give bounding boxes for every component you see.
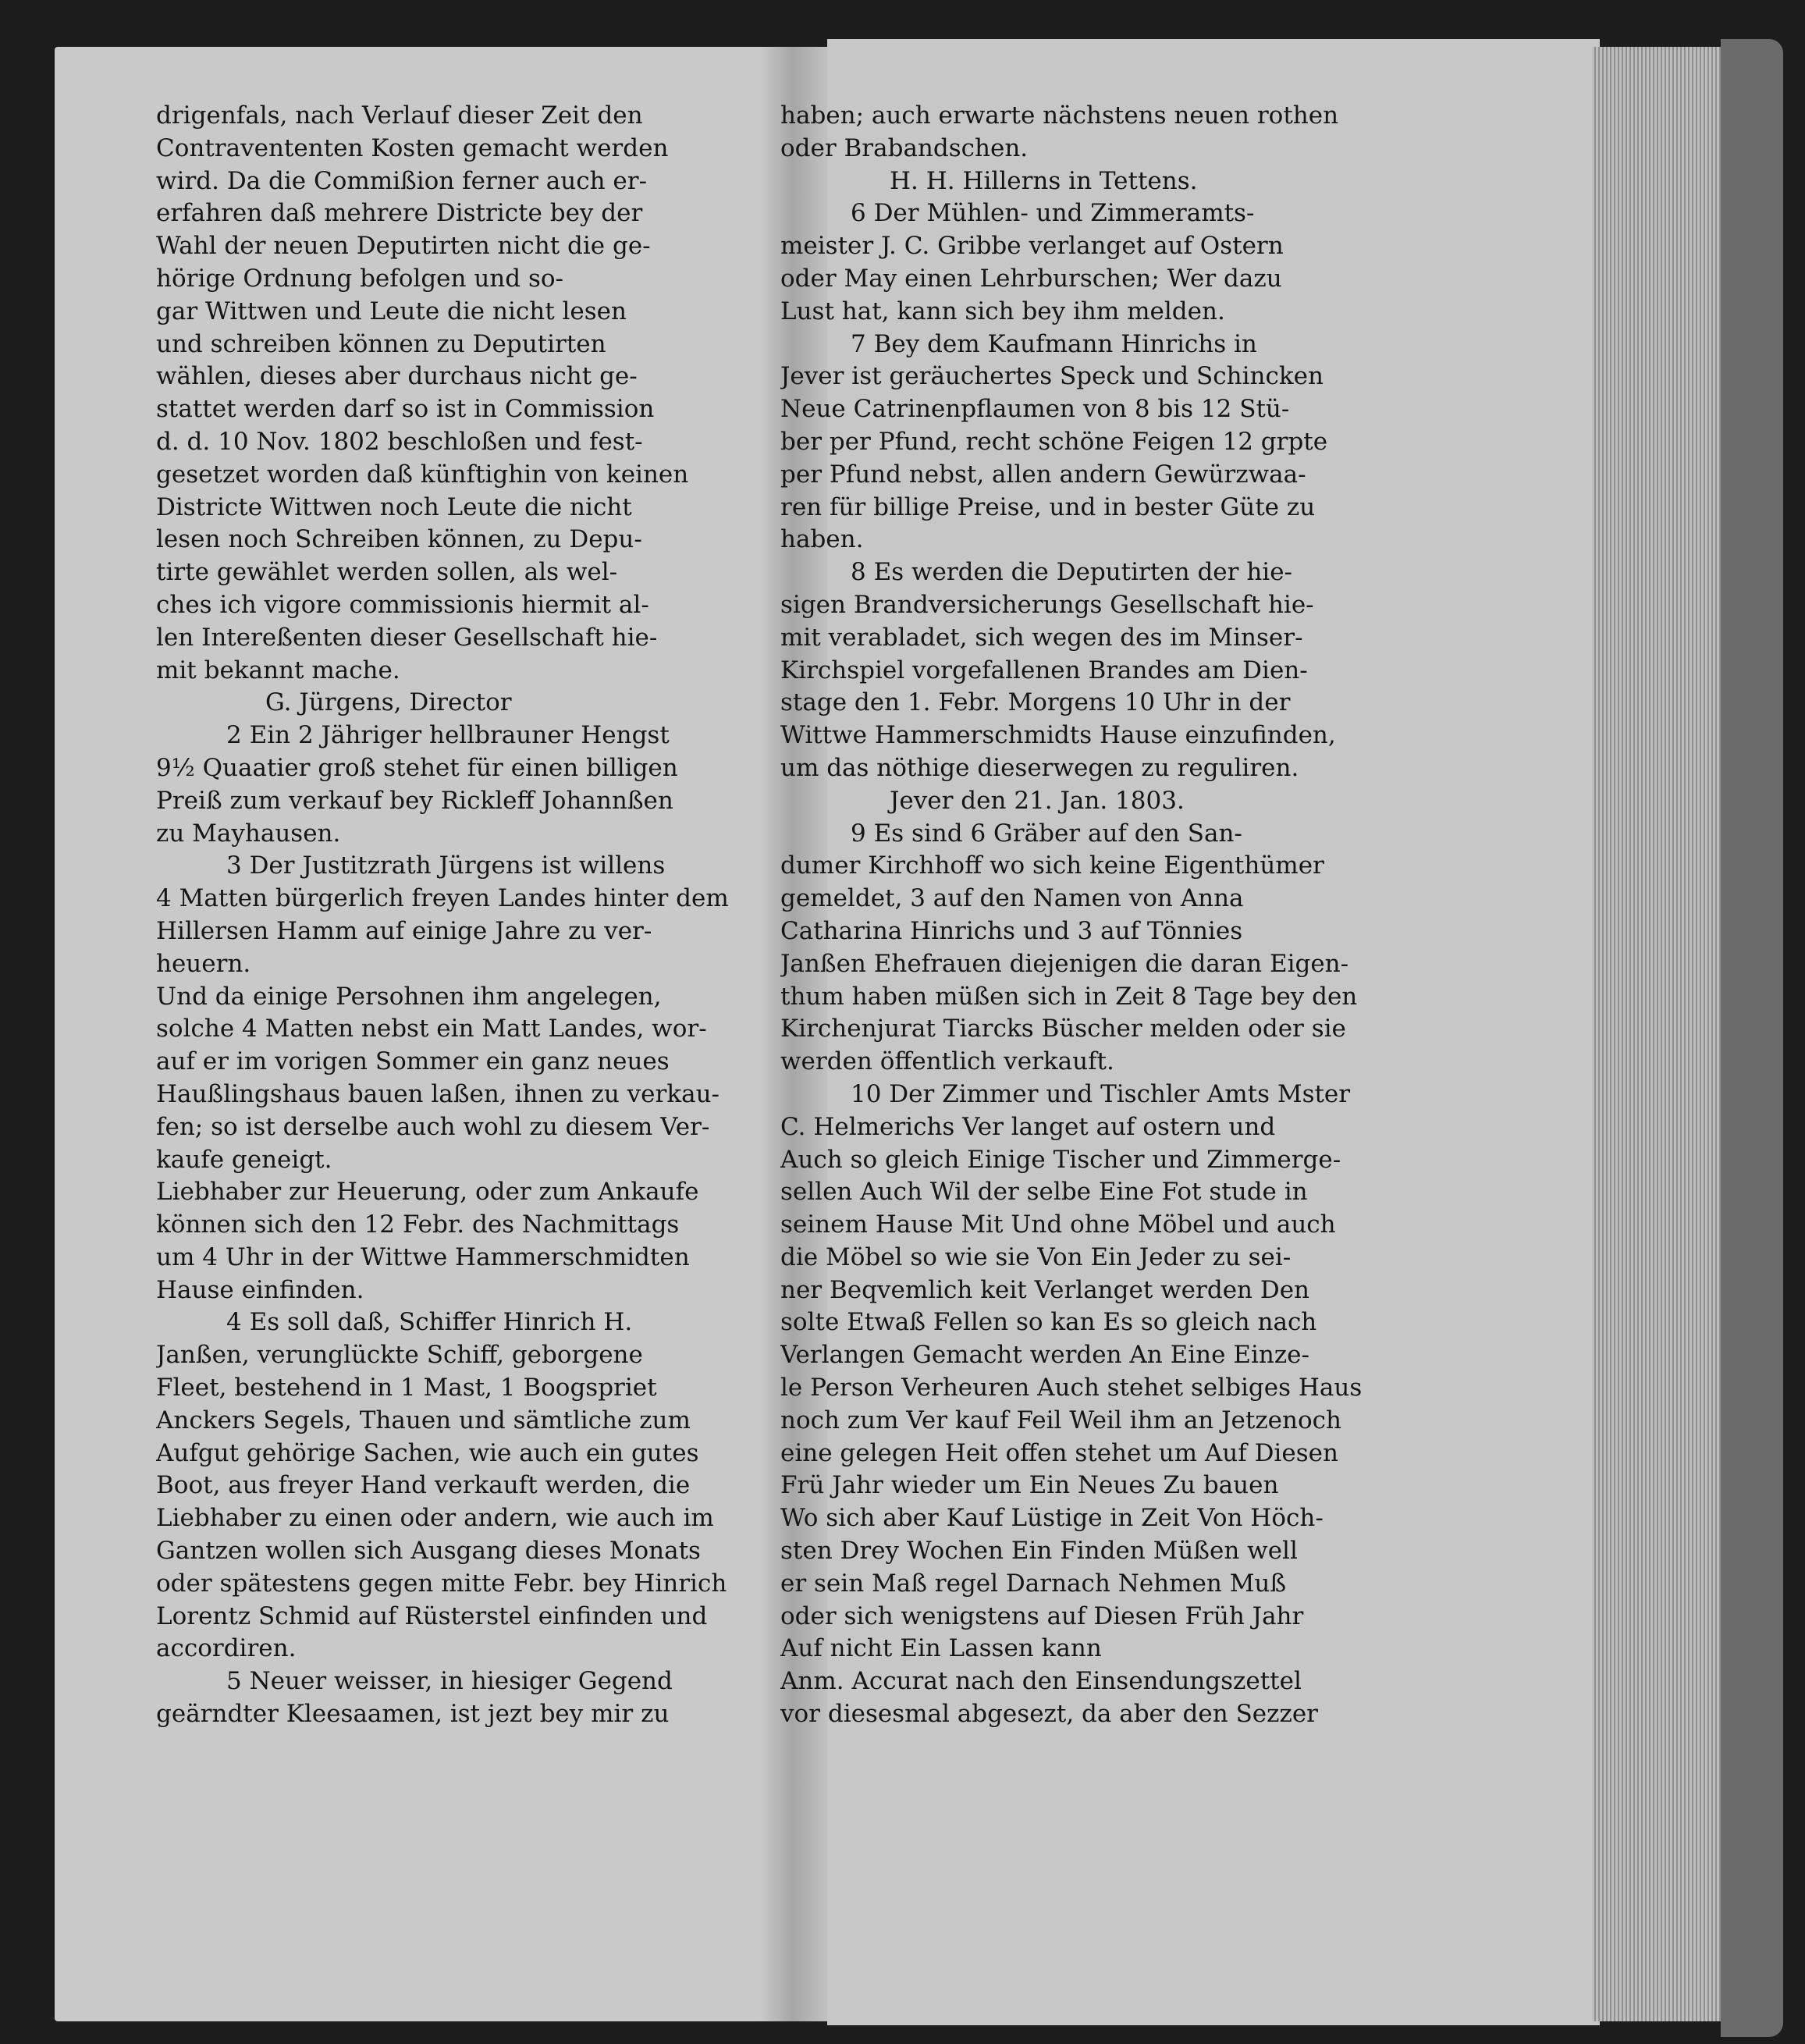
- text-line: erfahren daß mehrere Districte bey der: [156, 199, 643, 228]
- text-line: Aufgut gehörige Sachen, wie auch ein gutes: [156, 1438, 699, 1467]
- text-line: heuern.: [156, 949, 251, 978]
- text-line: tirte gewählet werden sollen, als wel-: [156, 558, 618, 587]
- text-line: drigenfals, nach Verlauf dieser Zeit den: [156, 101, 643, 130]
- text-line: Contravententen Kosten gemacht werden: [156, 133, 669, 162]
- text-line: Boot, aus freyer Hand verkauft werden, die: [156, 1471, 691, 1500]
- text-line: dumer Kirchhoff wo sich keine Eigenthümer: [780, 851, 1324, 880]
- text-line: mit verabladet, sich wegen des im Minser-: [780, 623, 1303, 652]
- text-line: Kirchenjurat Tiarcks Büscher melden oder sie: [780, 1015, 1346, 1043]
- text-line: um das nöthige dieserwegen zu reguliren.: [780, 753, 1299, 782]
- text-line: 6 Der Mühlen- und Zimmeramts-: [851, 199, 1255, 228]
- text-line: seinem Hause Mit Und ohne Möbel und auch: [780, 1210, 1336, 1239]
- text-line: oder May einen Lehrburschen; Wer dazu: [780, 264, 1282, 293]
- text-line: Janßen Ehefrauen diejenigen die daran Eigen-: [780, 949, 1349, 978]
- book-cover-board: [1721, 39, 1783, 2037]
- text-line: Lorentz Schmid auf Rüsterstel einfinden und: [156, 1601, 708, 1630]
- text-line: solche 4 Matten nebst ein Matt Landes, wor-: [156, 1015, 707, 1043]
- text-line: wird. Da die Commißion ferner auch er-: [156, 166, 648, 195]
- text-line: len Intereßenten dieser Gesellschaft hie-: [156, 623, 658, 652]
- text-line: 2 Ein 2 Jähriger hellbrauner Hengst: [226, 721, 670, 750]
- text-line: 9 Es sind 6 Gräber auf den San-: [851, 819, 1242, 848]
- text-line: Lust hat, kann sich bey ihm melden.: [780, 297, 1225, 325]
- text-line: Wittwe Hammerschmidts Hause einzufinden,: [780, 721, 1336, 750]
- text-line: vor diesesmal abgesezt, da aber den Sezzer: [780, 1700, 1318, 1729]
- text-line: stage den 1. Febr. Morgens 10 Uhr in der: [780, 688, 1291, 717]
- text-line: ren für billige Preise, und in bester Güte zu: [780, 492, 1316, 521]
- text-line: Auch so gleich Einige Tischer und Zimmerge-: [780, 1145, 1341, 1174]
- text-line: Fleet, bestehend in 1 Mast, 1 Boogspriet: [156, 1374, 657, 1402]
- text-line: oder sich wenigstens auf Diesen Früh Jahr: [780, 1601, 1304, 1630]
- text-line: oder spätestens gegen mitte Febr. bey Hinrich: [156, 1569, 727, 1598]
- text-line: ner Beqvemlich keit Verlanget werden Den: [780, 1275, 1310, 1304]
- text-line: um 4 Uhr in der Wittwe Hammerschmidten: [156, 1242, 690, 1271]
- text-line: Liebhaber zur Heuerung, oder zum Ankaufe: [156, 1178, 699, 1207]
- text-line: sellen Auch Wil der selbe Eine Fot stude in: [780, 1178, 1308, 1207]
- text-line: Haußlingshaus bauen laßen, ihnen zu verkau-: [156, 1079, 720, 1108]
- text-line: oder Brabandschen.: [780, 133, 1029, 162]
- text-line: auf er im vorigen Sommer ein ganz neues: [156, 1047, 670, 1076]
- text-line: thum haben müßen sich in Zeit 8 Tage bey den: [780, 982, 1358, 1011]
- text-line: haben.: [780, 525, 864, 554]
- text-line: G. Jürgens, Director: [265, 688, 512, 717]
- text-line: Catharina Hinrichs und 3 auf Tönnies: [780, 916, 1243, 945]
- text-line: und schreiben können zu Deputirten: [156, 329, 606, 358]
- text-line: Preiß zum verkauf bey Rickleff Johannßen: [156, 786, 673, 815]
- text-line: Jever ist geräuchertes Speck und Schincken: [780, 362, 1324, 391]
- text-line: Wo sich aber Kauf Lüstige in Zeit Von Höch-: [780, 1504, 1324, 1533]
- text-line: er sein Maß regel Darnach Nehmen Muß: [780, 1569, 1287, 1598]
- left-text-column: [156, 100, 757, 1731]
- text-line: 3 Der Justitzrath Jürgens ist willens: [226, 851, 666, 880]
- text-line: gesetzet worden daß künftighin von keinen: [156, 460, 689, 489]
- text-line: accordiren.: [156, 1634, 297, 1663]
- text-line: le Person Verheuren Auch stehet selbiges Haus: [780, 1374, 1363, 1402]
- text-line: ber per Pfund, recht schöne Feigen 12 grpte: [780, 427, 1328, 456]
- text-line: Gantzen wollen sich Ausgang dieses Monats: [156, 1537, 701, 1566]
- text-line: stattet werden darf so ist in Commission: [156, 395, 655, 424]
- text-line: kaufe geneigt.: [156, 1145, 332, 1174]
- text-line: 7 Bey dem Kaufmann Hinrichs in: [851, 329, 1257, 358]
- text-line: 4 Es soll daß, Schiffer Hinrich H.: [226, 1308, 633, 1337]
- text-line: werden öffentlich verkauft.: [780, 1047, 1114, 1076]
- text-line: Auf nicht Ein Lassen kann: [780, 1634, 1102, 1663]
- text-line: sten Drey Wochen Ein Finden Müßen well: [780, 1537, 1298, 1566]
- text-line: gar Wittwen und Leute die nicht lesen: [156, 297, 627, 325]
- text-line: solte Etwaß Fellen so kan Es so gleich nach: [780, 1308, 1317, 1337]
- text-line: Hillersen Hamm auf einige Jahre zu ver-: [156, 916, 652, 945]
- text-line: lesen noch Schreiben können, zu Depu-: [156, 525, 642, 554]
- text-line: Districte Wittwen noch Leute die nicht: [156, 492, 632, 521]
- page-fore-edge: [1592, 47, 1740, 2021]
- text-line: mit bekannt mache.: [156, 656, 400, 684]
- text-line: H. H. Hillerns in Tettens.: [890, 166, 1198, 195]
- text-line: Kirchspiel vorgefallenen Brandes am Dien-: [780, 656, 1308, 684]
- text-line: Jever den 21. Jan. 1803.: [890, 786, 1185, 815]
- text-line: Und da einige Persohnen ihm angelegen,: [156, 982, 662, 1011]
- text-line: eine gelegen Heit offen stehet um Auf Diesen: [780, 1438, 1338, 1467]
- text-line: fen; so ist derselbe auch wohl zu diesem Ver-: [156, 1112, 710, 1141]
- text-line: Hause einfinden.: [156, 1275, 364, 1304]
- text-line: Neue Catrinenpflaumen von 8 bis 12 Stü-: [780, 395, 1290, 424]
- text-line: Janßen, verunglückte Schiff, geborgene: [156, 1341, 643, 1370]
- text-line: 10 Der Zimmer und Tischler Amts Mster: [851, 1079, 1351, 1108]
- text-line: Liebhaber zu einen oder andern, wie auch im: [156, 1504, 714, 1533]
- text-line: haben; auch erwarte nächstens neuen rothen: [780, 101, 1339, 130]
- text-line: 5 Neuer weisser, in hiesiger Gegend: [226, 1667, 673, 1696]
- text-line: 8 Es werden die Deputirten der hie-: [851, 558, 1293, 587]
- text-line: wählen, dieses aber durchaus nicht ge-: [156, 362, 638, 391]
- text-line: Wahl der neuen Deputirten nicht die ge-: [156, 232, 651, 261]
- text-line: 9½ Quaatier groß stehet für einen billigen: [156, 753, 678, 782]
- text-line: 4 Matten bürgerlich freyen Landes hinter dem: [156, 884, 729, 913]
- text-line: sigen Brandversicherungs Gesellschaft hie-: [780, 590, 1314, 619]
- text-line: Anckers Segels, Thauen und sämtliche zum: [156, 1406, 691, 1434]
- text-line: ches ich vigore commissionis hiermit al-: [156, 590, 649, 619]
- text-line: Verlangen Gemacht werden An Eine Einze-: [780, 1341, 1309, 1370]
- text-line: geärndter Kleesaamen, ist jezt bey mir zu: [156, 1700, 670, 1729]
- text-line: Anm. Accurat nach den Einsendungszettel: [780, 1667, 1302, 1696]
- text-line: d. d. 10 Nov. 1802 beschloßen und fest-: [156, 427, 643, 456]
- right-text-column: [780, 100, 1373, 1731]
- text-line: die Möbel so wie sie Von Ein Jeder zu sei-: [780, 1242, 1292, 1271]
- text-line: noch zum Ver kauf Feil Weil ihm an Jetzenoch: [780, 1406, 1341, 1434]
- text-line: hörige Ordnung befolgen und so-: [156, 264, 564, 293]
- text-line: Frü Jahr wieder um Ein Neues Zu bauen: [780, 1471, 1279, 1500]
- text-line: gemeldet, 3 auf den Namen von Anna: [780, 884, 1244, 913]
- text-line: meister J. C. Gribbe verlanget auf Ostern: [780, 232, 1284, 261]
- text-line: können sich den 12 Febr. des Nachmittags: [156, 1210, 680, 1239]
- text-line: C. Helmerichs Ver langet auf ostern und: [780, 1112, 1276, 1141]
- text-line: per Pfund nebst, allen andern Gewürzwaa-: [780, 460, 1306, 489]
- text-line: zu Mayhausen.: [156, 819, 341, 848]
